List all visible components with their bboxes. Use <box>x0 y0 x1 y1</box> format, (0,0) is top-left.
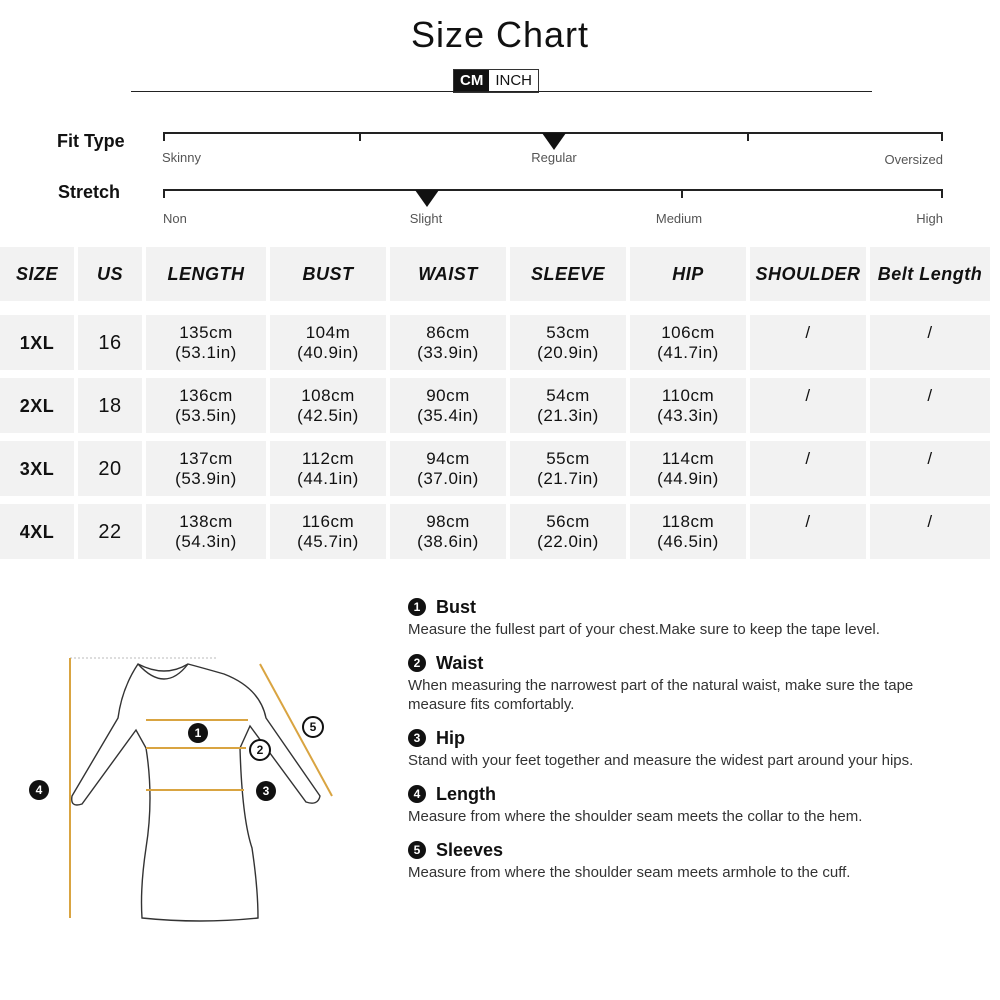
header-shoulder: SHOULDER <box>750 247 866 301</box>
number-5-icon: 5 <box>408 841 426 859</box>
value-cm: 86cm <box>426 322 470 342</box>
value-inch: (53.1in) <box>175 342 237 362</box>
value-cm: 118cm <box>661 511 715 531</box>
cell-shoulder: / <box>750 315 866 370</box>
value-inch: (37.0in) <box>417 468 479 488</box>
cell-shoulder: / <box>750 441 866 496</box>
cell-waist <box>390 504 506 559</box>
value-cm: 138cm <box>179 511 233 531</box>
value-inch: (53.5in) <box>175 405 237 425</box>
cell-belt-length: / <box>870 504 990 559</box>
cell-bust <box>270 315 386 370</box>
value-inch: (21.3in) <box>537 405 599 425</box>
cell-bust <box>270 441 386 496</box>
cell-sleeve <box>510 504 626 559</box>
cell-sleeve <box>510 315 626 370</box>
marker-4-icon <box>29 780 49 800</box>
stretch-high-label: High <box>916 211 943 226</box>
instruction-title: Length <box>436 783 496 804</box>
cell-length <box>146 504 266 559</box>
stretch-label: Stretch <box>58 182 121 202</box>
value-cm: 136cm <box>179 385 233 405</box>
value-cm: 137cm <box>179 448 233 468</box>
instruction-text: Measure the fullest part of your chest.Make sure to keep the tape level. <box>408 621 880 638</box>
cell-waist <box>390 315 506 370</box>
value-inch: (35.4in) <box>417 405 479 425</box>
stretch-scale <box>163 189 943 191</box>
cell-waist <box>390 378 506 433</box>
cell-size: 4XL <box>0 504 74 559</box>
marker-5-icon <box>303 717 323 737</box>
fit-type-regular-label: Regular <box>531 150 577 165</box>
table-body <box>0 315 1000 559</box>
table-row <box>0 504 1000 559</box>
svg-text:4: 4 <box>35 783 43 797</box>
marker-2-icon <box>250 740 270 760</box>
cell-size: 1XL <box>0 315 74 370</box>
stretch-tick <box>941 189 943 198</box>
value-cm: 114cm <box>661 448 715 468</box>
number-1-icon: 1 <box>408 598 426 616</box>
fit-type-oversized-label: Oversized <box>884 152 943 167</box>
value-cm: 55cm <box>546 448 590 468</box>
value-inch: (21.7in) <box>537 468 599 488</box>
stretch-slight-label: Slight <box>409 211 443 226</box>
header-bust: BUST <box>270 247 386 301</box>
cell-hip <box>630 441 746 496</box>
fit-type-tick <box>747 132 749 141</box>
svg-text:1: 1 <box>194 726 202 740</box>
unit-inch-button[interactable]: INCH <box>495 72 532 89</box>
measurement-instructions <box>408 596 948 895</box>
fit-type-skinny-label: Skinny <box>162 150 202 165</box>
cell-hip <box>630 315 746 370</box>
fit-type-marker <box>542 133 566 150</box>
value-cm: 56cm <box>546 511 590 531</box>
marker-1-icon <box>188 723 208 743</box>
value-inch: (22.0in) <box>537 531 599 551</box>
header-waist: WAIST <box>390 247 506 301</box>
fit-type-tick <box>163 132 165 141</box>
cell-us: 16 <box>78 315 142 370</box>
value-cm: 116cm <box>301 511 355 531</box>
instruction-waist <box>408 652 948 714</box>
value-cm: 54cm <box>546 385 590 405</box>
value-cm: 112cm <box>301 448 355 468</box>
header-sleeve: SLEEVE <box>510 247 626 301</box>
instruction-text: When measuring the narrowest part of the natural waist, make sure the tape measure fits comfortably. <box>408 677 914 713</box>
cell-us: 22 <box>78 504 142 559</box>
instruction-title: Bust <box>436 596 476 617</box>
table-row <box>0 378 1000 433</box>
cell-us: 18 <box>78 378 142 433</box>
value-inch: (20.9in) <box>537 342 599 362</box>
cell-shoulder: / <box>750 378 866 433</box>
value-cm: 94cm <box>426 448 470 468</box>
stretch-medium-label: Medium <box>655 211 703 226</box>
instruction-length <box>408 783 948 826</box>
value-inch: (53.9in) <box>175 468 237 488</box>
svg-text:5: 5 <box>309 720 317 734</box>
stretch-tick <box>163 189 165 198</box>
title-divider <box>131 91 872 92</box>
value-cm: 53cm <box>546 322 590 342</box>
stretch-tick <box>681 189 683 198</box>
instruction-text: Measure from where the shoulder seam meets armhole to the cuff. <box>408 864 851 881</box>
stretch-marker <box>415 190 439 207</box>
page-title: Size Chart <box>410 14 590 55</box>
instruction-text: Stand with your feet together and measure the widest part around your hips. <box>408 752 914 769</box>
header-us: US <box>78 247 142 301</box>
number-3-icon: 3 <box>408 729 426 747</box>
table-row <box>0 315 1000 370</box>
header-belt-length: Belt Length <box>870 247 990 301</box>
instruction-title: Hip <box>436 727 465 748</box>
value-inch: (42.5in) <box>297 405 359 425</box>
cell-length <box>146 441 266 496</box>
cell-shoulder: / <box>750 504 866 559</box>
instruction-title: Sleeves <box>436 839 504 860</box>
cell-length <box>146 378 266 433</box>
header-length: LENGTH <box>146 247 266 301</box>
value-inch: (44.1in) <box>297 468 359 488</box>
value-inch: (33.9in) <box>417 342 479 362</box>
cell-hip <box>630 378 746 433</box>
value-inch: (41.7in) <box>657 342 719 362</box>
cell-waist <box>390 441 506 496</box>
cell-belt-length: / <box>870 441 990 496</box>
value-cm: 98cm <box>426 511 470 531</box>
cell-sleeve <box>510 378 626 433</box>
cell-belt-length: / <box>870 378 990 433</box>
cell-belt-length: / <box>870 315 990 370</box>
cell-bust <box>270 504 386 559</box>
unit-toggle <box>453 69 539 93</box>
size-table <box>0 247 1000 567</box>
value-inch: (40.9in) <box>297 342 359 362</box>
fit-type-tick <box>941 132 943 141</box>
header-size: SIZE <box>0 247 74 301</box>
table-header-row <box>0 247 1000 301</box>
value-inch: (54.3in) <box>175 531 237 551</box>
number-2-icon: 2 <box>408 654 426 672</box>
unit-cm-button[interactable]: CM <box>454 70 489 92</box>
cell-hip <box>630 504 746 559</box>
cell-sleeve <box>510 441 626 496</box>
value-cm: 106cm <box>661 322 715 342</box>
header-hip: HIP <box>630 247 746 301</box>
value-cm: 135cm <box>179 322 233 342</box>
instruction-sleeves <box>408 839 948 882</box>
instruction-hip <box>408 727 948 770</box>
number-4-icon: 4 <box>408 785 426 803</box>
stretch-non-label: Non <box>163 211 187 226</box>
cell-size: 2XL <box>0 378 74 433</box>
cell-size: 3XL <box>0 441 74 496</box>
fit-type-label: Fit Type <box>57 131 125 151</box>
table-row <box>0 441 1000 496</box>
cell-length <box>146 315 266 370</box>
cell-bust <box>270 378 386 433</box>
value-inch: (45.7in) <box>297 531 359 551</box>
value-inch: (44.9in) <box>657 468 719 488</box>
value-cm: 104m <box>305 322 351 342</box>
value-cm: 110cm <box>661 385 715 405</box>
svg-text:3: 3 <box>262 784 270 798</box>
value-inch: (46.5in) <box>657 531 719 551</box>
value-inch: (43.3in) <box>657 405 719 425</box>
marker-3-icon <box>256 781 276 801</box>
value-inch: (38.6in) <box>417 531 479 551</box>
cell-us: 20 <box>78 441 142 496</box>
value-cm: 108cm <box>301 385 355 405</box>
svg-text:2: 2 <box>256 743 264 757</box>
value-cm: 90cm <box>426 385 470 405</box>
instruction-bust <box>408 596 948 639</box>
instruction-text: Measure from where the shoulder seam meets the collar to the hem. <box>408 808 863 825</box>
dress-diagram <box>20 648 370 928</box>
instruction-title: Waist <box>436 652 484 673</box>
dress-outline <box>72 664 320 921</box>
fit-type-tick <box>359 132 361 141</box>
